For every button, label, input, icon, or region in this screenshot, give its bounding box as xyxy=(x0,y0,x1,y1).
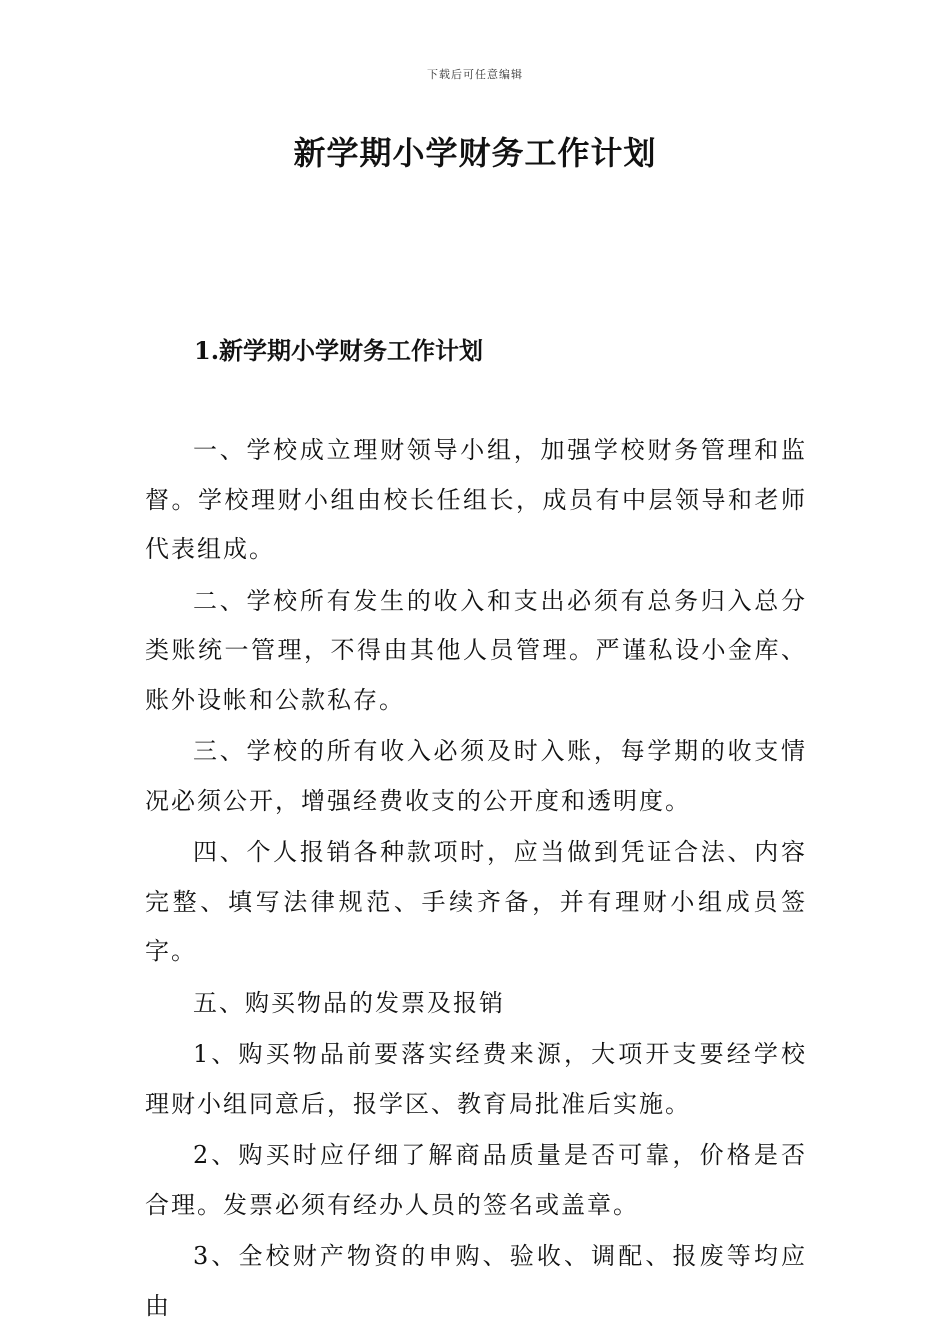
header-note: 下载后可任意编辑 xyxy=(427,68,523,81)
document-title: 新学期小学财务工作计划 xyxy=(293,134,657,172)
paragraph: 3、全校财产物资的申购、验收、调配、报废等均应由 xyxy=(145,1242,807,1320)
section-heading: 1.新学期小学财务工作计划 xyxy=(194,336,484,365)
paragraph: 三、学校的所有收入必须及时入账，每学期的收支情况必须公开，增强经费收支的公开度和透明度。 xyxy=(145,737,807,815)
paragraph: 五、购买物品的发票及报销 xyxy=(193,988,505,1017)
paragraph: 1、购买物品前要落实经费来源，大项开支要经学校理财小组同意后，报学区、教育局批准后实施。 xyxy=(145,1040,807,1118)
paragraph: 一、学校成立理财领导小组，加强学校财务管理和监督。学校理财小组由校长任组长，成员有中层领导和老师代表组成。 xyxy=(145,436,807,563)
document-body xyxy=(145,426,807,1333)
paragraph: 2、购买时应仔细了解商品质量是否可靠，价格是否合理。发票必须有经办人员的签名或盖章。 xyxy=(145,1141,807,1219)
paragraph: 四、个人报销各种款项时，应当做到凭证合法、内容完整、填写法律规范、手续齐备，并有理财小组成员签字。 xyxy=(145,838,807,965)
paragraph: 二、学校所有发生的收入和支出必须有总务归入总分类账统一管理，不得由其他人员管理。严谨私设小金库、账外设帐和公款私存。 xyxy=(145,586,807,714)
